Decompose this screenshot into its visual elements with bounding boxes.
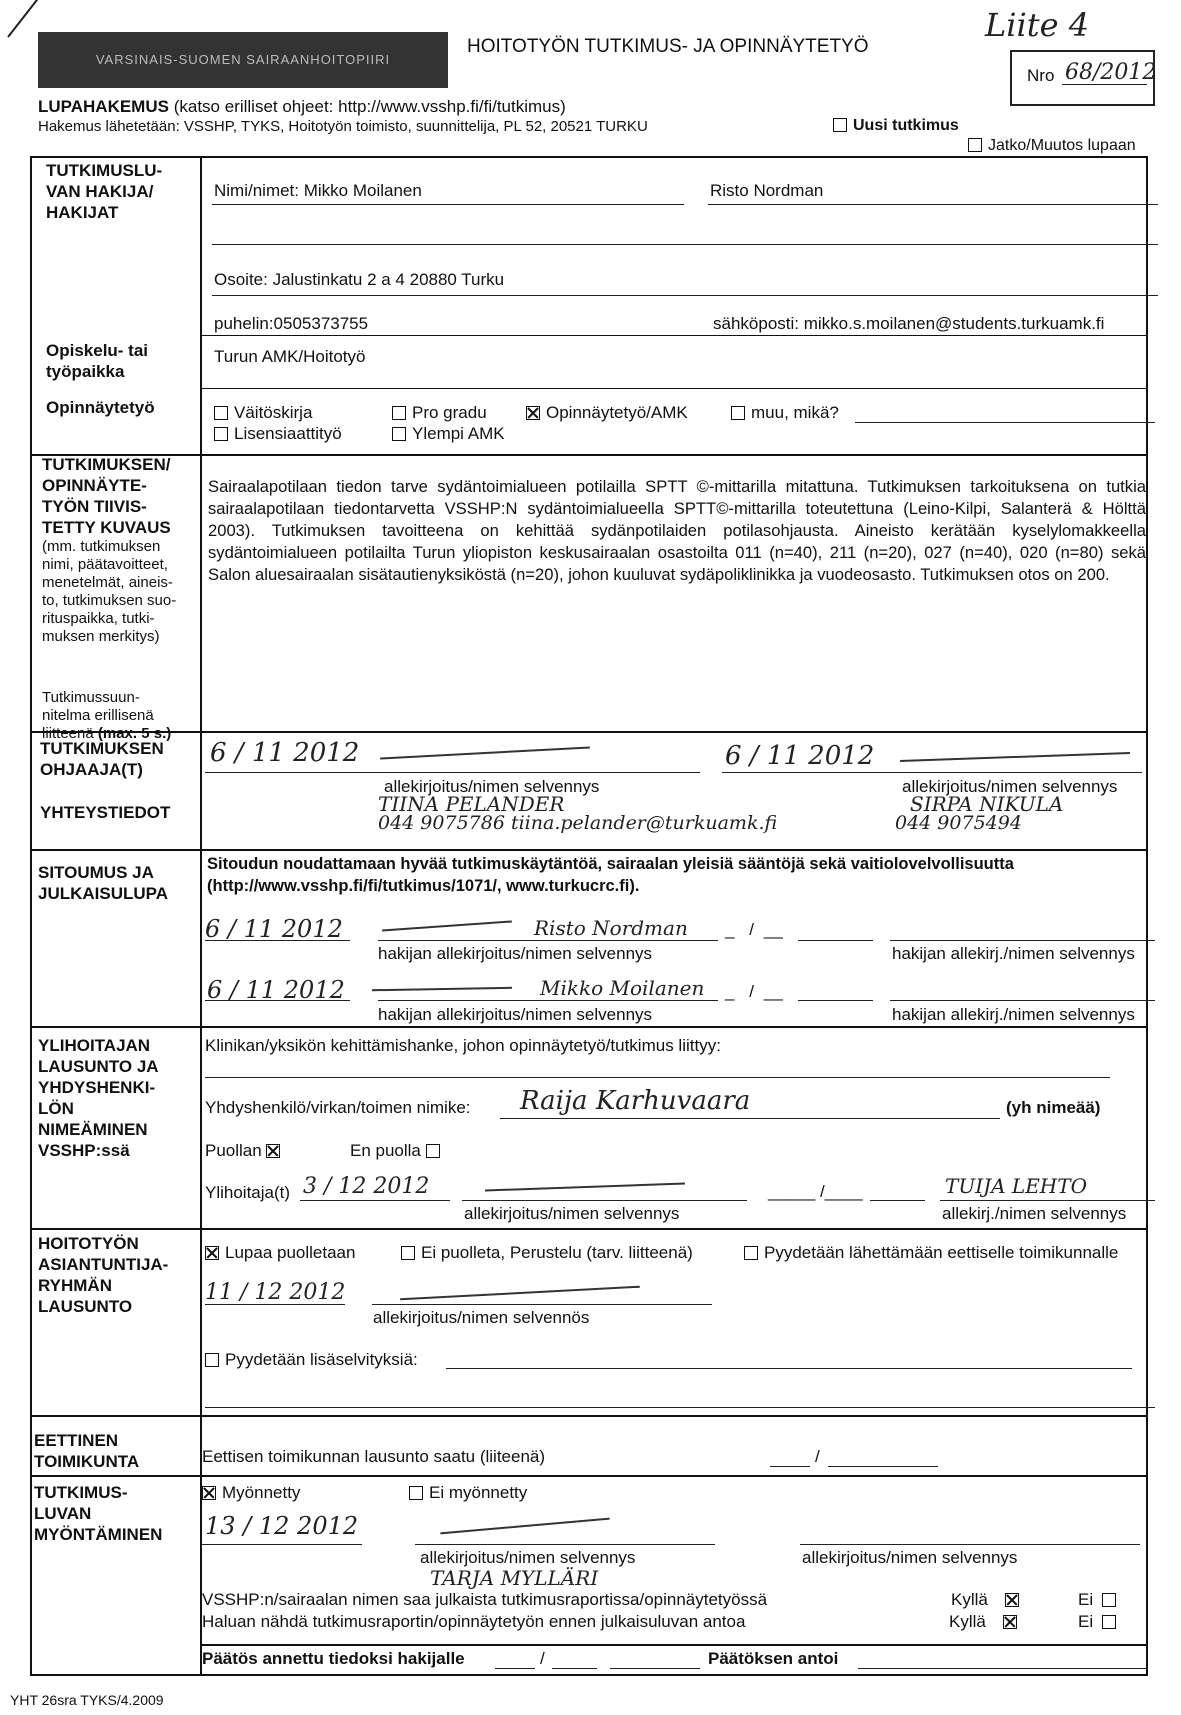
option-amk-thesis[interactable]: Opinnäytetyö/AMK bbox=[526, 403, 688, 423]
thesis-type-label: Opinnäytetyö bbox=[46, 398, 155, 417]
head-nurse-section-label: YLIHOITAJAN LAUSUNTO JA YHDYSHENKI- LÖN NIMEÄMINEN VSSHP:ssä bbox=[38, 1036, 159, 1160]
option-licentiate-thesis[interactable]: Lisensiaattityö bbox=[214, 424, 342, 444]
checked-box[interactable] bbox=[202, 1486, 216, 1500]
plan-note-bold: (max. 5 s.) bbox=[97, 725, 172, 742]
ethics-section-label: EETTINEN TOIMIKUNTA bbox=[34, 1431, 140, 1471]
supervisors-section-label: TUTKIMUKSEN OHJAAJA(T) bbox=[40, 739, 164, 779]
head-nurse-label: Ylihoitaja(t) bbox=[205, 1183, 291, 1202]
second-applicant-name: Risto Nordman bbox=[710, 181, 824, 200]
supervisor1-date: 6 / 11 2012 bbox=[210, 738, 360, 768]
nro-box bbox=[1010, 50, 1155, 106]
applicant-caption-short-2: hakijan allekirj./nimen selvennys bbox=[892, 1005, 1135, 1024]
applicant-address: Osoite: Jalustinkatu 2 a 4 20880 Turku bbox=[214, 270, 505, 289]
commitment-statement: Sitoudun noudattamaan hyvää tutkimuskäytäntöä, sairaalan yleisiä sääntöjä sekä vaitiolovelvollisuutta (http://www.vsshp.fi/fi/tutkimus/1071/, www.turkucrc.fi). bbox=[207, 855, 1014, 895]
decision-notified: Päätös annettu tiedoksi hakijalle bbox=[202, 1649, 465, 1668]
new-research-label: Uusi tutkimus bbox=[853, 117, 959, 134]
contact-info-label: YHTEYSTIEDOT bbox=[40, 803, 171, 822]
option-pro-gradu[interactable]: Pro gradu bbox=[392, 403, 487, 423]
commitment-section-label: SITOUMUS JA JULKAISULUPA bbox=[38, 863, 169, 903]
supervisor-sig-caption-1: allekirjoitus/nimen selvennys bbox=[384, 777, 600, 796]
supervisor1-contact: 044 9075786 tiina.pelander@turkuamk.fi bbox=[378, 812, 778, 834]
application-subtitle: (katso erilliset ohjeet: http://www.vsshp.fi/fi/tutkimus) bbox=[173, 97, 566, 116]
applicant-caption-1: hakijan allekirjoitus/nimen selvennys bbox=[378, 944, 653, 963]
summary-section-note: (mm. tutkimuksen nimi, päätavoitteet, menetelmät, aineis- to, tutkimuksen suo- rituspaikka, tutki- muksen merkitys) bbox=[42, 538, 177, 645]
not-support-option[interactable]: En puolla bbox=[350, 1141, 446, 1161]
granting-section-label: TUTKIMUS- LUVAN MYÖNTÄMINEN bbox=[34, 1483, 163, 1544]
nro-value: 68/2012 bbox=[1065, 60, 1157, 85]
plan-note: Tutkimussuun- nitelma erillisenä liitteenä bbox=[42, 689, 154, 742]
applicant2-date: 6 / 11 2012 bbox=[207, 976, 345, 1004]
checked-box[interactable] bbox=[1003, 1615, 1017, 1629]
ethics-statement: Eettisen toimikunnan lausunto saatu (liiteenä) bbox=[202, 1447, 546, 1466]
applicant1-name: Risto Nordman bbox=[534, 916, 688, 940]
supervisor2-name: SIRPA NIKULA bbox=[910, 792, 1064, 816]
supervisor-sig-caption-2: allekirjoitus/nimen selvennys bbox=[902, 777, 1118, 796]
applicant-phone: puhelin:0505373755 bbox=[214, 314, 369, 333]
contact-person-suffix: (yh nimeää) bbox=[1006, 1098, 1101, 1117]
development-project-label: Klinikan/yksikön kehittämishanke, johon opinnäytetyö/tutkimus liittyy: bbox=[205, 1036, 721, 1055]
head-nurse-caption: allekirjoitus/nimen selvennys bbox=[464, 1204, 680, 1223]
review-no[interactable]: Ei bbox=[1078, 1612, 1122, 1632]
research-summary-text: Sairaalapotilaan tiedon tarve sydäntoimialueen potilailla SPTT ©-mittarilla mitattuna. Tutkimuksen tarkoituksena on tutkia sairaalapotilaan tiedontarvetta VSSHP:N sydäntoimialueella SPTT©-mittarilla toteutettuna (Leino-Kilpi, Salanterä & Hölttä 2003). Tutkimuksen tavoitteena on kehittää sydänpotilaiden potilasohjausta. Aineisto kerätään kyselylomakkeella sydäntoimialueen potilailta Turun yliopiston keskusairaalan osastoilta 011 (n=40), 211 (n=20), 027 (n=40), 020 (n=80) sekä Salon aluesairaalan sisätautienyksiköstä (n=20), johon kuuluvat sydäpoliklinikka ja vuodeosasto. Tutkimuksen otos on 200. bbox=[208, 477, 1146, 584]
expert-group-section-label: HOITOTYÖN ASIANTUNTIJA- RYHMÄN LAUSUNTO bbox=[38, 1234, 169, 1316]
review-question: Haluan nähdä tutkimusraportin/opinnäytetyön ennen julkaisuluvan antoa bbox=[202, 1612, 746, 1631]
new-research-checkbox[interactable] bbox=[833, 117, 959, 135]
decision-given-by: Päätöksen antoi bbox=[708, 1649, 839, 1668]
application-title: LUPAHAKEMUS bbox=[38, 97, 169, 116]
support-option[interactable]: Puollan bbox=[205, 1141, 286, 1161]
granting-name: TARJA MYLLÄRI bbox=[430, 1566, 599, 1590]
granting-caption-1: allekirjoitus/nimen selvennys bbox=[420, 1548, 636, 1567]
workplace-label: Opiskelu- tai työpaikka bbox=[46, 341, 149, 381]
granting-caption-2: allekirjoitus/nimen selvennys bbox=[802, 1548, 1018, 1567]
summary-section-label: TUTKIMUKSEN/ OPINNÄYTE- TYÖN TIIVIS- TETTY KUVAUS bbox=[42, 455, 171, 537]
option-granted[interactable]: Myönnetty bbox=[202, 1483, 300, 1503]
checked-box[interactable] bbox=[526, 406, 540, 420]
continuation-checkbox[interactable] bbox=[968, 137, 1136, 155]
checked-box[interactable] bbox=[266, 1144, 280, 1158]
applicant-caption-short-1: hakijan allekirj./nimen selvennys bbox=[892, 944, 1135, 963]
workplace-value: Turun AMK/Hoitotyö bbox=[214, 347, 366, 366]
granting-date: 13 / 12 2012 bbox=[205, 1512, 359, 1540]
attachment-note: Liite 4 bbox=[985, 6, 1090, 44]
nro-label: Nro bbox=[1027, 66, 1055, 85]
option-not-granted[interactable]: Ei myönnetty bbox=[409, 1483, 527, 1503]
applicants-section-label: TUTKIMUSLU- VAN HAKIJA/ HAKIJAT bbox=[46, 161, 163, 222]
publish-yes[interactable]: Kyllä bbox=[951, 1590, 1025, 1610]
logo-text: VARSINAIS-SUOMEN SAIRAANHOITOPIIRI bbox=[95, 52, 391, 67]
supervisor2-contact: 044 9075494 bbox=[895, 812, 1022, 834]
more-info-option[interactable]: Pyydetään lisäselvityksiä: bbox=[205, 1350, 418, 1370]
head-nurse-caption-short: allekirj./nimen selvennys bbox=[942, 1204, 1127, 1223]
applicant1-date: 6 / 11 2012 bbox=[205, 915, 343, 943]
checkbox[interactable] bbox=[968, 138, 982, 152]
expert-group-caption: allekirjoitus/nimen selvennös bbox=[373, 1308, 590, 1327]
publish-question: VSSHP:n/sairaalan nimen saa julkaista tutkimusraportissa/opinnäytetyössä bbox=[202, 1590, 768, 1609]
send-to-address: Hakemus lähetetään: VSSHP, TYKS, Hoitotyön toimisto, suunnittelija, PL 52, 20521 TURKU bbox=[38, 118, 648, 135]
contact-person-label: Yhdyshenkilö/virkan/toimen nimike: bbox=[205, 1098, 471, 1117]
applicant2-name: Mikko Moilanen bbox=[540, 976, 705, 1000]
option-higher-amk[interactable]: Ylempi AMK bbox=[392, 424, 505, 444]
option-not-recommend[interactable]: Ei puolleta, Perustelu (tarv. liitteenä) bbox=[401, 1243, 693, 1263]
checked-box[interactable] bbox=[1005, 1593, 1019, 1607]
review-yes[interactable]: Kyllä bbox=[949, 1612, 1023, 1632]
form-code: YHT 26sra TYKS/4.2009 bbox=[10, 1692, 164, 1708]
supervisor2-date: 6 / 11 2012 bbox=[725, 741, 875, 771]
option-send-to-ethics[interactable]: Pyydetään lähettämään eettiselle toimikunnalle bbox=[744, 1243, 1118, 1263]
option-doctoral-thesis[interactable]: Väitöskirja bbox=[214, 403, 312, 423]
applicant-caption-2: hakijan allekirjoitus/nimen selvennys bbox=[378, 1005, 653, 1024]
contact-person-value: Raija Karhuvaara bbox=[520, 1086, 751, 1116]
head-nurse-date: 3 / 12 2012 bbox=[303, 1174, 430, 1199]
option-other[interactable]: muu, mikä? bbox=[731, 403, 839, 423]
form-title: HOITOTYÖN TUTKIMUS- JA OPINNÄYTETYÖ bbox=[467, 36, 869, 57]
organization-logo bbox=[38, 32, 448, 88]
continuation-label: Jatko/Muutos lupaan bbox=[988, 137, 1136, 154]
head-nurse-2-name: TUIJA LEHTO bbox=[945, 1174, 1087, 1198]
supervisor1-name: TIINA PELANDER bbox=[378, 792, 565, 816]
applicant-names: Nimi/nimet: Mikko Moilanen bbox=[214, 181, 422, 200]
publish-no[interactable]: Ei bbox=[1078, 1590, 1122, 1610]
checked-box[interactable] bbox=[205, 1246, 219, 1260]
expert-group-date: 11 / 12 2012 bbox=[205, 1280, 346, 1305]
checkbox[interactable] bbox=[833, 118, 847, 132]
option-recommend[interactable]: Lupaa puolletaan bbox=[205, 1243, 355, 1263]
applicant-email: sähköposti: mikko.s.moilanen@students.turkuamk.fi bbox=[713, 314, 1105, 333]
